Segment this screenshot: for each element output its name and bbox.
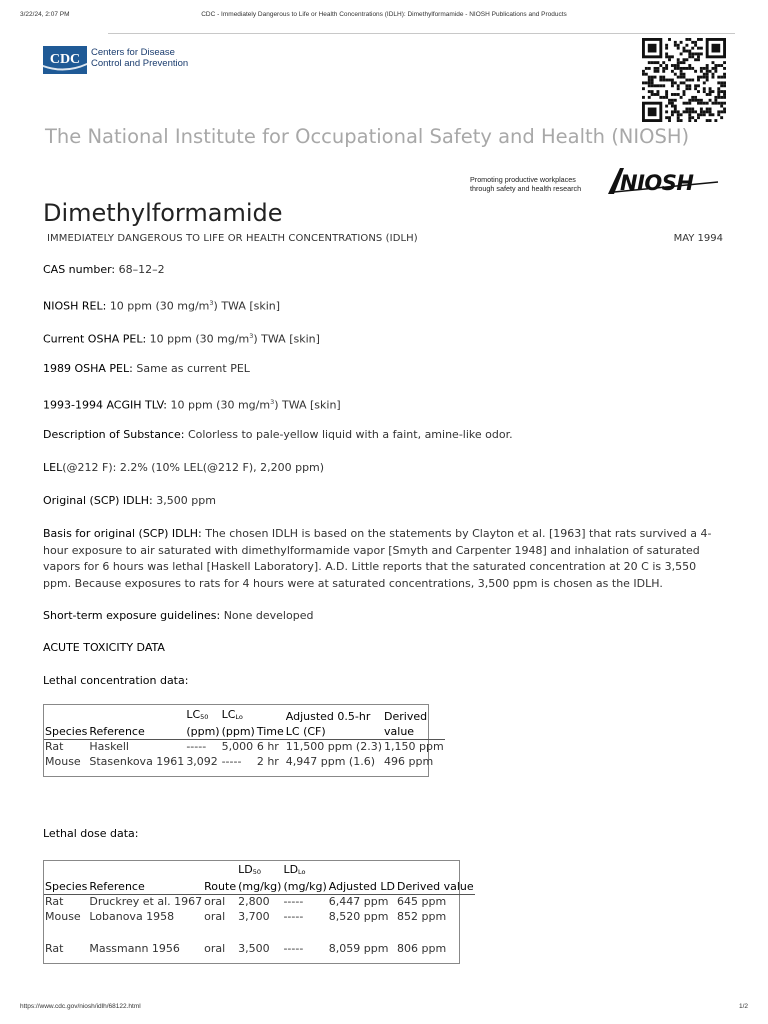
lc-table — [44, 708, 445, 769]
page-subtitle: IMMEDIATELY DANGEROUS TO LIFE OR HEALTH CONCENTRATIONS (IDLH) — [47, 233, 418, 244]
field-description: Description of Substance: Colorless to pale-yellow liquid with a faint, amine-like odor. — [43, 428, 513, 441]
field-osha-pel: Current OSHA PEL: 10 ppm (30 $mg/m^3$) TWA [skin] — [43, 332, 320, 346]
svg-text:NIOSH: NIOSH — [620, 171, 694, 195]
ld-col-ldlo: $LD_{Lo}$ (mg/kg) — [283, 863, 327, 893]
niosh-tagline: Promoting productive workplaces through safety and health research — [470, 175, 582, 193]
ld-col-reference: Reference — [88, 863, 203, 895]
table-row-spacer — [44, 924, 475, 942]
print-datetime: 3/22/24, 2:07 PM — [20, 11, 70, 18]
field-niosh-rel: NIOSH REL: 10 ppm (30 $mg/m^3$) TWA [skin] — [43, 299, 281, 313]
ld-col-ld50: $LD_{50}$ (mg/kg) — [238, 863, 282, 893]
lc-col-species: Species — [44, 708, 88, 740]
ld-col-adjusted: Adjusted LD — [328, 863, 396, 895]
svg-text:CDC: CDC — [49, 52, 81, 67]
lc-col-reference: Reference — [88, 708, 185, 740]
field-osha-1989: 1989 OSHA PEL: Same as current PEL — [43, 362, 250, 375]
ld-col-route: Route — [203, 863, 237, 895]
lc-col-time: Time — [256, 708, 285, 740]
lc-col-lclo: $LC_{Lo}$ (ppm) — [221, 708, 255, 738]
cdc-name-line1: Centers for Disease — [91, 47, 175, 58]
header-divider — [108, 33, 735, 34]
acute-toxicity-heading: ACUTE TOXICITY DATA — [43, 641, 165, 654]
lc-data-heading: Lethal concentration data: — [43, 674, 189, 687]
field-short-term: Short-term exposure guidelines: None developed — [43, 609, 314, 622]
cdc-name-line2: Control and Prevention — [91, 58, 189, 69]
niosh-org-name: The National Institute for Occupational Safety and Health (NIOSH) — [45, 125, 690, 148]
field-lel: LEL(@212 F): 2.2% (10% LEL(@212 F), 2,200 ppm) — [43, 461, 325, 474]
lc-col-derived: Derived value — [383, 708, 445, 740]
field-basis-idlh: Basis for original (SCP) IDLH: The chosen IDLH is based on the statements by Clayton et al. [1963] that rats survived a 4-hour exposure to air saturated with dimethylformamide vapor [Smyth and Carpenter 1948] and inhalation of saturated vapors for 6 hours was lethal [Haskell Laboratory]. A.D. Little reports that the saturated concentration at 20 C is 3,550 ppm. Because exposures to rats for 4 hours were at saturated concentrations, 3,500 ppm is chosen as the IDLH. — [43, 527, 712, 590]
page-title: Dimethylformamide — [43, 199, 283, 227]
print-header — [20, 11, 748, 21]
table-row: Rat Druckrey et al. 1967 oral 2,800 ----- 6,447 ppm 645 ppm — [45, 895, 447, 908]
lc-col-adjusted: Adjusted 0.5-hr LC (CF) — [285, 708, 383, 740]
table-row: Mouse Lobanova 1958 oral 3,700 ----- 8,520 ppm 852 ppm — [45, 909, 447, 923]
ld-table — [44, 863, 475, 957]
print-page-title: CDC - Immediately Dangerous to Life or Health Concentrations (IDLH): Dimethylformamide - NIOSH Publications and Products — [201, 11, 567, 18]
field-cas: CAS number: 68–12–2 — [43, 263, 165, 276]
print-footer — [20, 1003, 748, 1010]
ld-col-species: Species — [44, 863, 88, 895]
niosh-logo-icon[interactable] — [606, 166, 720, 196]
ld-col-derived: Derived value — [396, 863, 475, 895]
page-number: 1/2 — [738, 1003, 748, 1010]
ld-data-heading: Lethal dose data: — [43, 827, 139, 840]
table-row: Rat Massmann 1956 oral 3,500 ----- 8,059 ppm 806 ppm — [45, 942, 447, 955]
field-original-idlh: Original (SCP) IDLH: 3,500 ppm — [43, 494, 216, 507]
table-row: Rat Haskell ----- 5,000 6 hr 11,500 ppm (2.3) 1,150 ppm — [45, 740, 444, 753]
qr-code-icon — [642, 38, 726, 122]
cdc-logo-icon[interactable] — [43, 46, 87, 74]
cdc-name[interactable] — [91, 47, 188, 69]
lc-col-lc50: $LC_{50}$ (ppm) — [186, 708, 220, 738]
table-row: Mouse Stasenkova 1961 3,092 ----- 2 hr 4,947 ppm (1.6) 496 ppm — [45, 754, 434, 768]
field-acgih-tlv: 1993-1994 ACGIH TLV: 10 ppm (30 $mg/m^3$) TWA [skin] — [43, 398, 341, 412]
page-url[interactable]: https://www.cdc.gov/niosh/idlh/68122.html — [20, 1003, 141, 1010]
publication-date: MAY 1994 — [673, 233, 723, 244]
